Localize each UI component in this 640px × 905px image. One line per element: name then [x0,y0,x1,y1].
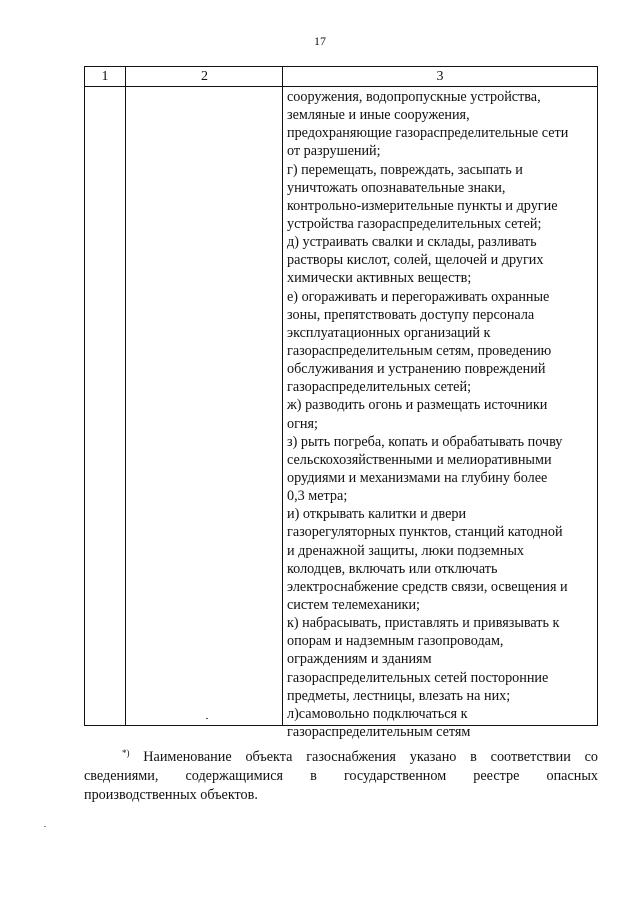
column-3-line: газорегуляторных пунктов, станций катодной [287,524,563,541]
column-3-line: предохраняющие газораспределительные сети [287,125,569,142]
column-3-line: от разрушений; [287,143,381,160]
column-3-line: огня; [287,415,318,432]
column-3-line: газораспределительных сетей; [287,379,472,396]
footnote-line-3: производственных объектов. [84,787,258,803]
column-3-line: уничтожать опознавательные знаки, [287,179,506,196]
column-3-line: и) открывать калитки и двери [287,506,467,523]
header-col-2: 2 [201,69,208,84]
table-header-row [85,67,597,87]
column-3-line: орудиями и механизмами на глубину более [287,469,548,486]
column-3-line: предметы, лестницы, влезать на них; [287,687,511,704]
column-3-line: растворы кислот, солей, щелочей и других [287,252,544,269]
column-3-line: д) устраивать свалки и склады, разливать [287,234,537,251]
column-divider-1 [125,67,126,725]
footnote-marker: *) [122,748,130,758]
column-3-line: опорам и надземным газопроводам, [287,633,504,650]
column-3-content [287,88,599,741]
column-3-line: обслуживания и устранению повреждений [287,361,546,378]
column-3-line: газораспределительных сетей посторонние [287,669,549,686]
column-3-line: з) рыть погреба, копать и обрабатывать почву [287,433,563,450]
column-3-line: и дренажной защиты, люки подземных [287,542,524,559]
column-3-line: г) перемещать, повреждать, засыпать и [287,161,523,178]
column-3-line: 0,3 метра; [287,488,348,505]
header-col-3: 3 [436,69,444,84]
column-3-line: ограждениям и зданиям [287,651,432,668]
column-3-line: сельскохозяйственными и мелиоративными [287,451,552,468]
column-3-line: к) набрасывать, приставлять и привязывать к [287,615,560,632]
scan-dot [206,718,208,719]
column-3-line: е) огораживать и перегораживать охранные [287,288,550,305]
column-3-line: эксплуатационных организаций к [287,324,491,341]
column-3-line: сооружения, водопропускные устройства, [287,89,541,105]
column-divider-2 [282,67,283,725]
column-3-line: ж) разводить огонь и размещать источники [287,397,548,414]
footnote-line-2: сведениями, содержащимися в государственном реестре опасных [84,768,598,784]
footnote [84,744,598,805]
column-3-line: электроснабжение средств связи, освещения и [287,578,568,595]
footnote-text-1: Наименование объекта газоснабжения указано в соответствии со [143,749,598,765]
column-3-line: контрольно-измерительные пункты и другие [287,197,558,214]
column-3-line: газораспределительным сетям [287,723,471,740]
column-3-line: л)самовольно подключаться к [287,705,468,722]
requirements-table [84,66,598,740]
column-3-line: колодцев, включать или отключать [287,560,498,577]
column-3-line: химически активных веществ; [287,270,472,287]
column-3-line: зоны, препятствовать доступу персонала [287,306,535,323]
column-3-line: систем телемеханики; [287,596,420,613]
header-col-1: 1 [101,69,109,84]
margin-mark [44,826,46,827]
column-3-line: газораспределительным сетям, проведению [287,342,552,359]
page-number: 17 [314,34,326,48]
column-3-line: устройства газораспределительных сетей; [287,215,542,232]
footnote-line-1 [84,744,598,767]
column-3-line: земляные и иные сооружения, [287,107,470,124]
